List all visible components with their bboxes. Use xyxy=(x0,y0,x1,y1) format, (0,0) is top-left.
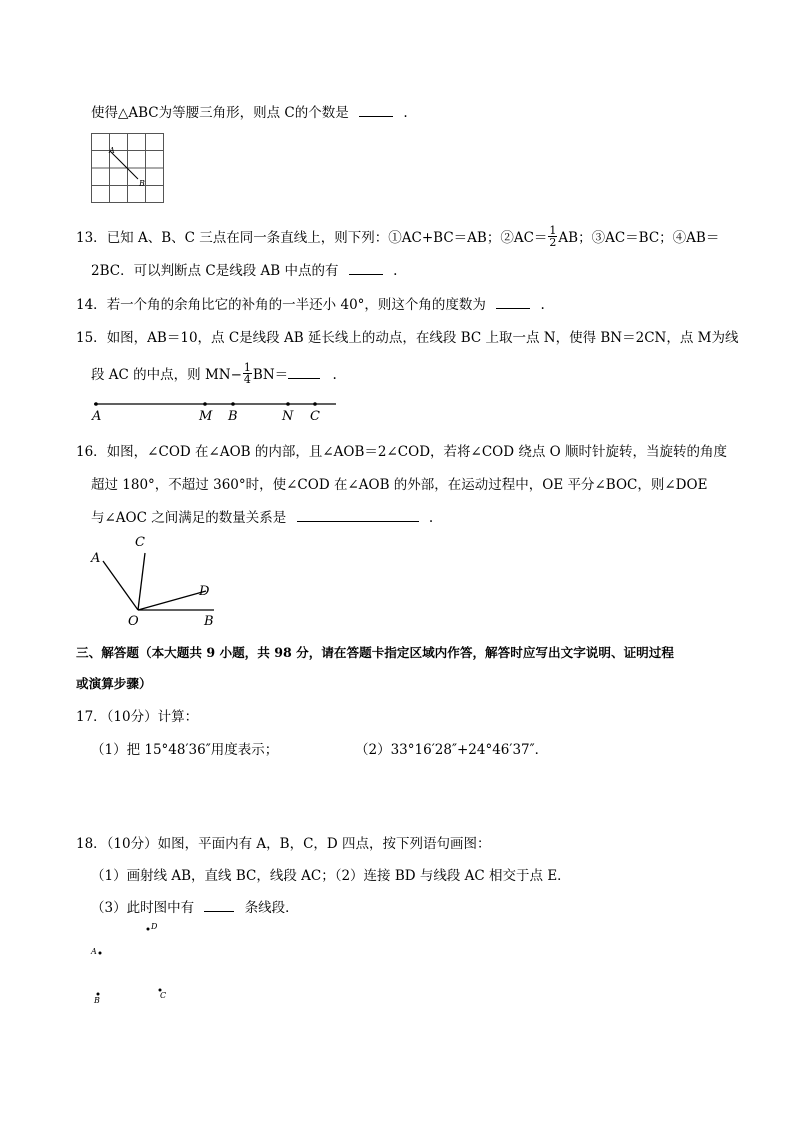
q17-head xyxy=(76,708,198,726)
point-n-dot xyxy=(286,402,290,406)
grid-label-a: A xyxy=(109,146,115,155)
label-b: B xyxy=(204,614,214,629)
q13-answer-blank xyxy=(349,262,383,275)
q13-period: . xyxy=(393,263,398,279)
q15-text: 如图，AB＝10，点 C是线段 AB 延长线上的动点，在线段 BC 上取一点 N，使得 BN＝2CN，点 M为线 xyxy=(106,330,739,346)
q12-grid-svg xyxy=(91,133,164,203)
point-a-dot xyxy=(94,402,98,406)
q16-line3 xyxy=(91,509,433,527)
label-a: A xyxy=(91,947,97,956)
q15-number: 15． xyxy=(76,330,107,346)
q18-text-3a: （3）此时图中有 xyxy=(91,900,195,916)
q15-text-b: BN＝ xyxy=(252,367,289,383)
q13-frac-num: 1 xyxy=(549,224,557,237)
q18-heading: 18．（10分）如图，平面内有 A，B，C，D 四点，按下列语句画图： xyxy=(76,836,491,852)
q14-line xyxy=(76,296,545,314)
q14-period: . xyxy=(540,297,545,313)
q15-frac-num: 1 xyxy=(243,361,251,374)
point-m-dot xyxy=(203,402,207,406)
label-m: M xyxy=(199,409,213,424)
q16-angle-svg xyxy=(88,535,223,630)
point-b-dot xyxy=(231,402,235,406)
section-3-heading xyxy=(76,644,674,662)
label-d: D xyxy=(199,584,210,599)
ray-oc xyxy=(138,553,145,610)
q15-frac-den: 4 xyxy=(243,373,251,386)
q13-line1 xyxy=(76,224,720,250)
q12-statement: 使得△ABC为等腰三角形，则点 C的个数是 xyxy=(91,105,349,121)
q15-number-line-figure xyxy=(90,396,340,426)
label-o: O xyxy=(128,614,139,629)
q14-answer-blank xyxy=(496,296,530,309)
q15-period: . xyxy=(332,367,337,383)
ray-oa xyxy=(103,561,138,610)
label-a: A xyxy=(92,409,102,424)
q12-text xyxy=(91,104,408,122)
q13-text-a: 已知 A、B、C 三点在同一条直线上，则下列：①AC+BC＝AB；②AC＝ xyxy=(106,230,548,246)
section-3-line1: 三、解答题（本大题共 9 小题，共 98 分，请在答题卡指定区域内作答，解答时应写出文字说明、证明过程 xyxy=(76,645,674,660)
label-n: N xyxy=(282,409,294,424)
q13-text-b: AB；③AC＝BC；④AB＝ xyxy=(558,230,720,246)
q15-fraction xyxy=(243,362,252,385)
q14-text: 若一个角的余角比它的补角的一半还小 40°，则这个角的度数为 xyxy=(106,297,486,313)
q16-angle-figure xyxy=(88,535,223,630)
section-3-line2: 或演算步骤） xyxy=(76,676,152,691)
q13-text-line2: 2BC．可以判断点 C是线段 AB 中点的有 xyxy=(91,263,339,279)
q13-number: 13． xyxy=(76,230,107,246)
q18-line3 xyxy=(91,899,299,917)
q13-frac-den: 2 xyxy=(549,236,557,249)
q18-answer-blank xyxy=(204,899,234,912)
q13-line2 xyxy=(91,262,397,280)
q17-part1 xyxy=(91,741,278,759)
label-c: C xyxy=(310,409,320,424)
q16-text-3: 与∠AOC 之间满足的数量关系是 xyxy=(91,510,287,526)
label-b: B xyxy=(94,996,100,1005)
point-c-dot xyxy=(313,402,317,406)
q16-line1 xyxy=(76,443,727,461)
label-b: B xyxy=(228,409,238,424)
q15-line2 xyxy=(91,361,337,387)
q15-line-svg xyxy=(90,396,340,426)
point-a-dot xyxy=(99,952,102,955)
q18-head xyxy=(76,835,491,853)
q17-part1-text: （1）把 15°48′36″用度表示； xyxy=(91,742,279,758)
q17-part2 xyxy=(355,741,548,759)
label-c: C xyxy=(135,535,145,550)
q16-answer-blank xyxy=(297,509,419,522)
q18-text-2: （1）画射线 AB，直线 BC，线段 AC；（2）连接 BD 与线段 AC 相交于点 E． xyxy=(91,868,571,884)
q18-text-3b: 条线段． xyxy=(244,900,299,916)
q16-text-1: 如图，∠COD 在∠AOB 的内部，且∠AOB＝2∠COD，若将∠COD 绕点 O 顺时针旋转，当旋转的角度 xyxy=(106,444,727,460)
q12-answer-blank xyxy=(359,104,393,117)
point-d-dot xyxy=(147,928,150,931)
q14-number: 14． xyxy=(76,297,107,313)
q15-text-a: 段 AC 的中点，则 MN− xyxy=(91,367,242,383)
label-c: C xyxy=(160,991,167,1000)
q12-period: . xyxy=(403,105,408,121)
q15-answer-blank xyxy=(288,366,320,379)
q15-line1 xyxy=(76,329,738,347)
q18-points-figure xyxy=(88,920,178,1008)
label-d: D xyxy=(151,922,158,931)
q17-part2-text: （2）33°16′28″+24°46′37″． xyxy=(355,742,549,758)
section-3-heading-cont xyxy=(76,675,152,693)
grid-label-b: B xyxy=(139,179,145,188)
q12-grid-figure xyxy=(91,133,164,203)
ray-od xyxy=(138,591,206,610)
q16-number: 16． xyxy=(76,444,107,460)
q16-text-2: 超过 180°，不超过 360°时，使∠COD 在∠AOB 的外部，在运动过程中，OE 平分∠BOC，则∠DOE xyxy=(91,477,708,493)
q17-heading: 17．（10分）计算： xyxy=(76,709,199,725)
q16-line2 xyxy=(91,476,707,494)
q13-fraction xyxy=(548,225,557,248)
q16-period: . xyxy=(428,510,434,526)
label-a: A xyxy=(91,551,101,566)
q18-line2 xyxy=(91,867,571,885)
